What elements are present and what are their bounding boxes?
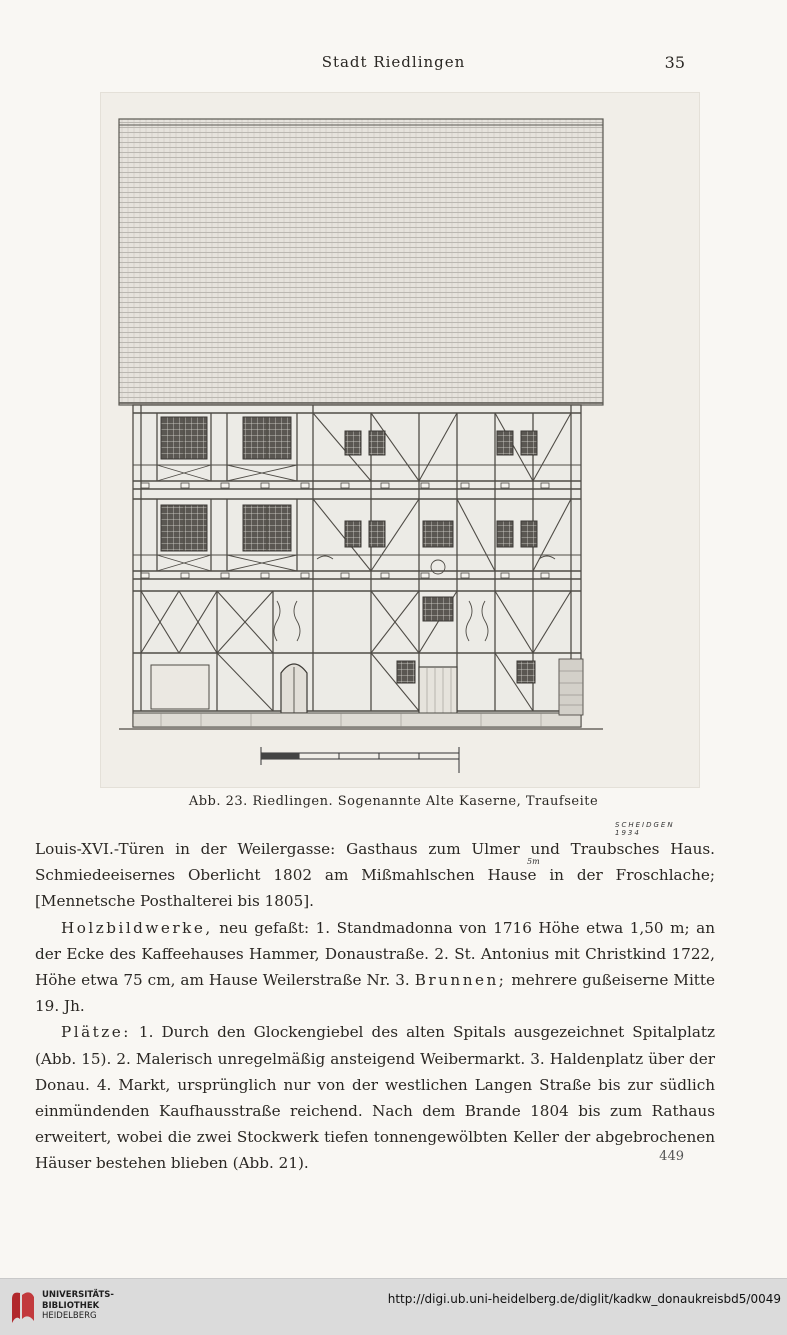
- viewer-footer: [0, 1278, 787, 1335]
- university-library-logo-icon: [8, 1289, 38, 1325]
- paragraph-fountains-text: mehrere gußeiserne Mitte 19. Jh.: [35, 971, 716, 1016]
- running-head-page-number: 35: [664, 53, 685, 72]
- section-lead-holzbildwerke: Holzbildwerke,: [61, 918, 213, 937]
- paragraph-woodcarvings-text: neu gefaßt: 1. Standmadonna von 1716 Höhe etwa 1,50 m; an der Ecke des Kaffeehauses Hammer, Donaustraße. 2. St. Antonius mit Christkind 1722, Höhe etwa 75 cm, am Hause Weilerstraße Nr. 3.: [35, 918, 715, 990]
- library-name-line-1: UNIVERSITÄTS-: [42, 1290, 114, 1300]
- section-lead-brunnen: Brunnen;: [414, 971, 507, 990]
- paragraph-doors: Louis-XVI.-Türen in der Weilergasse: Gasthaus zum Ulmer und Traubsches Haus. Schmiedeeisernes Oberlicht 1802 am Mißmahlschen Hause in der Froschlache; [Mennetsche Posthalterei bis 1805].: [35, 840, 715, 911]
- body-text: [35, 836, 715, 1177]
- folio-number: 449: [659, 1149, 684, 1164]
- scale-label: 5m: [527, 857, 540, 866]
- library-name: [42, 1290, 114, 1322]
- paragraph-woodcarvings: [35, 915, 715, 1020]
- paragraph-squares: [35, 1019, 715, 1176]
- permalink-url[interactable]: http://digi.ub.uni-heidelberg.de/diglit/kadkw_donaukreisbd5/0049: [387, 1292, 781, 1306]
- section-lead-plaetze: Plätze:: [61, 1023, 131, 1042]
- running-head: [0, 53, 787, 75]
- library-name-line-3: HEIDELBERG: [42, 1311, 97, 1321]
- running-head-title: Stadt Riedlingen: [321, 53, 466, 71]
- library-name-line-2: BIBLIOTHEK: [42, 1300, 100, 1311]
- figure-caption: Abb. 23. Riedlingen. Sogenannte Alte Kaserne, Traufseite: [188, 794, 599, 809]
- paragraph-squares-text: 1. Durch den Glockengiebel des alten Spitals ausgezeichnet Spitalplatz (Abb. 15). 2. Malerisch unregelmäßig ansteigend Weibermarkt. 3. Haldenplatz über der Donau. 4. Markt, ursprünglich nur von der westlichen Langen Straße bis zur südlich einmündenden Kaufhausstraße reichend. Nach dem Brande 1804 bis zum Rathaus erweitert, wobei die zwei Stockwerk tiefen tonnengewölbten Keller der abgebrochenen Häuser bestehen blieben (Abb. 21).: [35, 1023, 715, 1173]
- artist-signature: SCHEIDGEN 1934: [615, 821, 675, 837]
- half-timbered-facade-illustration: [101, 93, 699, 787]
